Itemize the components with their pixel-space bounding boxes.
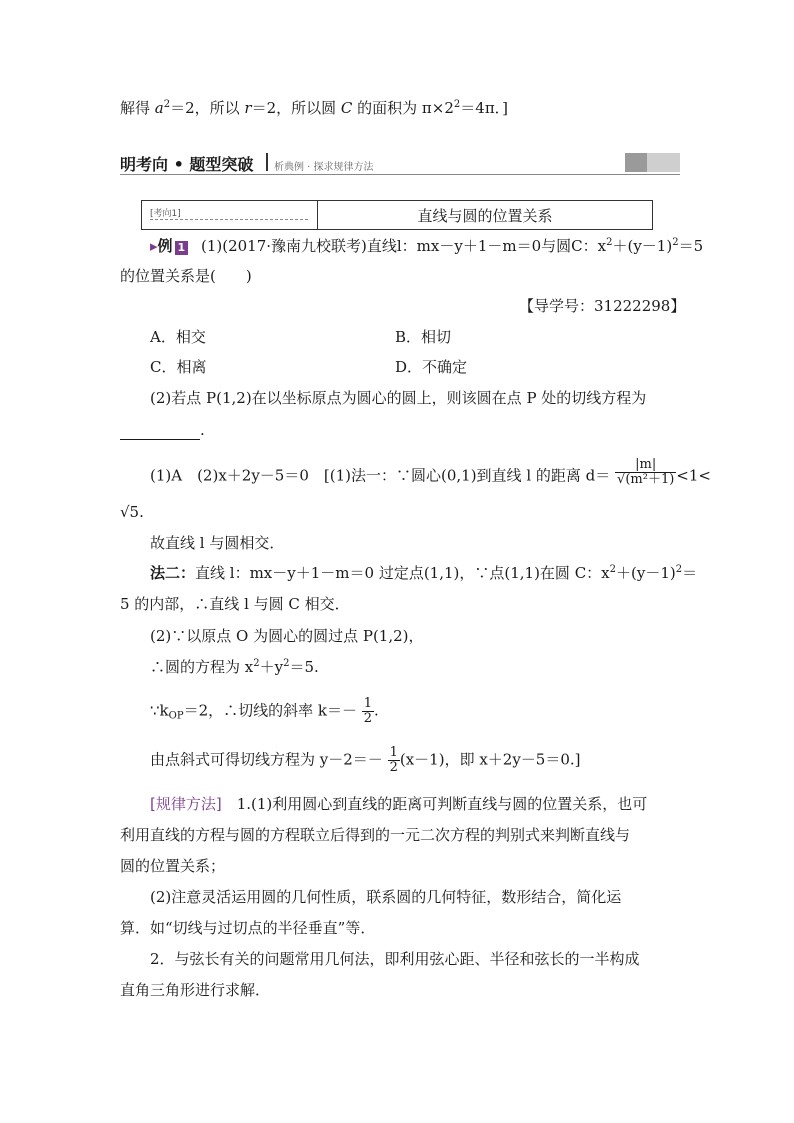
method-line-4: (2)注意灵活运用圆的几何性质，联系圆的几何特征，数形结合，简化运 [150, 888, 622, 906]
option-text: 相交 [175, 328, 206, 346]
fraction-numerator: 1 [363, 696, 373, 711]
text: ＝ [682, 564, 698, 582]
option-a [150, 327, 206, 347]
distance-fraction [615, 458, 676, 487]
exponent: 2 [675, 564, 683, 575]
header-bar-light [647, 153, 680, 172]
option-key: B． [395, 328, 422, 346]
header-underline [120, 174, 680, 175]
method-2-label: 法二： [150, 564, 196, 582]
text: 直线 l：mx－y＋1－m＝0 过定点(1,1)，∵点(1,1)在圆 C：x [195, 564, 610, 582]
option-c [150, 357, 207, 377]
text: (x－1)，即 x＋2y－5＝0.] [399, 750, 581, 769]
text: ＝2，所以圆 [251, 99, 341, 117]
slope-fraction [362, 697, 374, 726]
exponent: 2 [609, 564, 617, 575]
fraction-numerator: |m| [615, 458, 676, 473]
option-text: 相切 [421, 328, 452, 346]
guide-number: 【导学号：31222298】 [519, 297, 686, 315]
section-title: 明考向 • 题型突破 [120, 155, 254, 174]
part2-question: (2)若点 P(1,2)在以坐标原点为圆心的圆上，则该圆在点 P 处的切线方程为 [150, 389, 647, 407]
part2-blank-line [120, 420, 205, 440]
text: ∵k [150, 701, 169, 720]
exponent: 2 [606, 237, 613, 248]
text: <1< [676, 466, 711, 485]
option-key: C． [150, 358, 177, 376]
option-key: A． [150, 328, 176, 346]
method-line-3: 圆的位置关系； [120, 857, 226, 875]
var-c: C [340, 99, 353, 117]
answer-blank [120, 425, 200, 440]
topic-box [141, 200, 653, 230]
var-r: r [244, 99, 252, 117]
top-answer-line [120, 98, 508, 118]
exponent: 2 [672, 237, 679, 248]
answer-part2-line1: (2)∵以原点 O 为圆心的圆过点 P(1,2)， [150, 627, 424, 645]
fraction-denominator: 2 [389, 760, 398, 775]
topic-tag-dashes [150, 219, 308, 220]
sqrt5: √5. [120, 503, 144, 521]
example-label: 例 [157, 237, 173, 255]
example-arrow-icon: ▸ [150, 237, 158, 255]
tangent-fraction [388, 746, 400, 775]
text: ＋(y－1) [616, 564, 676, 582]
text: ∴圆的方程为 x [150, 658, 254, 676]
text: ＝5. [289, 658, 319, 676]
method-line-2: 利用直线的方程与圆的方程联立后得到的一元二次方程的判别式来判断直线与 [120, 826, 631, 844]
exponent: 2 [163, 99, 171, 110]
fraction-denominator: 2 [363, 711, 373, 726]
fraction-denominator: √(m²＋1) [617, 472, 675, 487]
text: 的面积为 π×2 [352, 99, 454, 117]
answer-tangent-line [150, 746, 581, 775]
option-text: 不确定 [422, 358, 468, 376]
text: ＋y [259, 658, 284, 676]
method-line-6: 2．与弦长有关的问题常用几何法，即利用弦心距、半径和弦长的一半构成 [150, 950, 640, 968]
exponent: 2 [283, 658, 290, 669]
section-header [120, 150, 680, 176]
text: . [374, 701, 379, 720]
subscript: OP [168, 710, 184, 722]
answer-method-2 [150, 563, 697, 583]
exponent: 2 [253, 658, 260, 669]
option-b [395, 327, 451, 347]
answer-head: (1)A (2)x＋2y－5＝0 [(1)法一：∵圆心(0,1)到直线 l 的距离 d＝ [150, 466, 611, 485]
section-subtitle: 析典例 · 探求规律方法 [274, 162, 374, 173]
example-question-text: (1)(2017·豫南九校联考)直线l：mx－y＋1－m＝0与圆C：x [200, 237, 607, 255]
text: ＝5 [678, 237, 704, 255]
text: ＝2，所以 [170, 99, 245, 117]
text: . [200, 421, 205, 439]
method-line-5: 算．如“切线与过切点的半径垂直”等． [120, 919, 376, 937]
example-number-badge: 1 [175, 241, 189, 255]
example-line-2: 的位置关系是( ) [120, 267, 252, 285]
text: ＝2，∴切线的斜率 k＝－ [183, 701, 357, 720]
answer-line-inside: 5 的内部，∴直线 l 与圆 C 相交． [120, 595, 350, 613]
fraction-numerator: 1 [389, 745, 398, 760]
method-line-1 [150, 794, 647, 814]
answer-line-1 [150, 457, 711, 491]
topic-title: 直线与圆的位置关系 [417, 207, 553, 225]
text: 由点斜式可得切线方程为 y－2＝－ [150, 750, 383, 769]
answer-slope-line [150, 697, 379, 726]
text: ＝4π．] [460, 99, 509, 117]
section-divider [266, 153, 268, 171]
exponent: 2 [453, 99, 461, 110]
text: ＋(y－1) [612, 237, 673, 255]
text: 1.(1)利用圆心到直线的距离可判断直线与圆的位置关系，也可 [221, 795, 648, 813]
header-bar-dark [625, 153, 647, 172]
example-line-1 [150, 236, 703, 256]
text: 解得 [120, 99, 155, 117]
method-line-7: 直角三角形进行求解． [120, 981, 271, 999]
method-label: [规律方法] [150, 795, 222, 813]
answer-line-intersect: 故直线 l 与圆相交． [150, 534, 285, 552]
topic-tag: [考向1] [150, 209, 181, 219]
option-d [395, 357, 467, 377]
answer-circle-equation [150, 657, 319, 677]
option-text: 相离 [176, 358, 207, 376]
option-key: D． [395, 358, 423, 376]
var-a: a [154, 99, 164, 117]
